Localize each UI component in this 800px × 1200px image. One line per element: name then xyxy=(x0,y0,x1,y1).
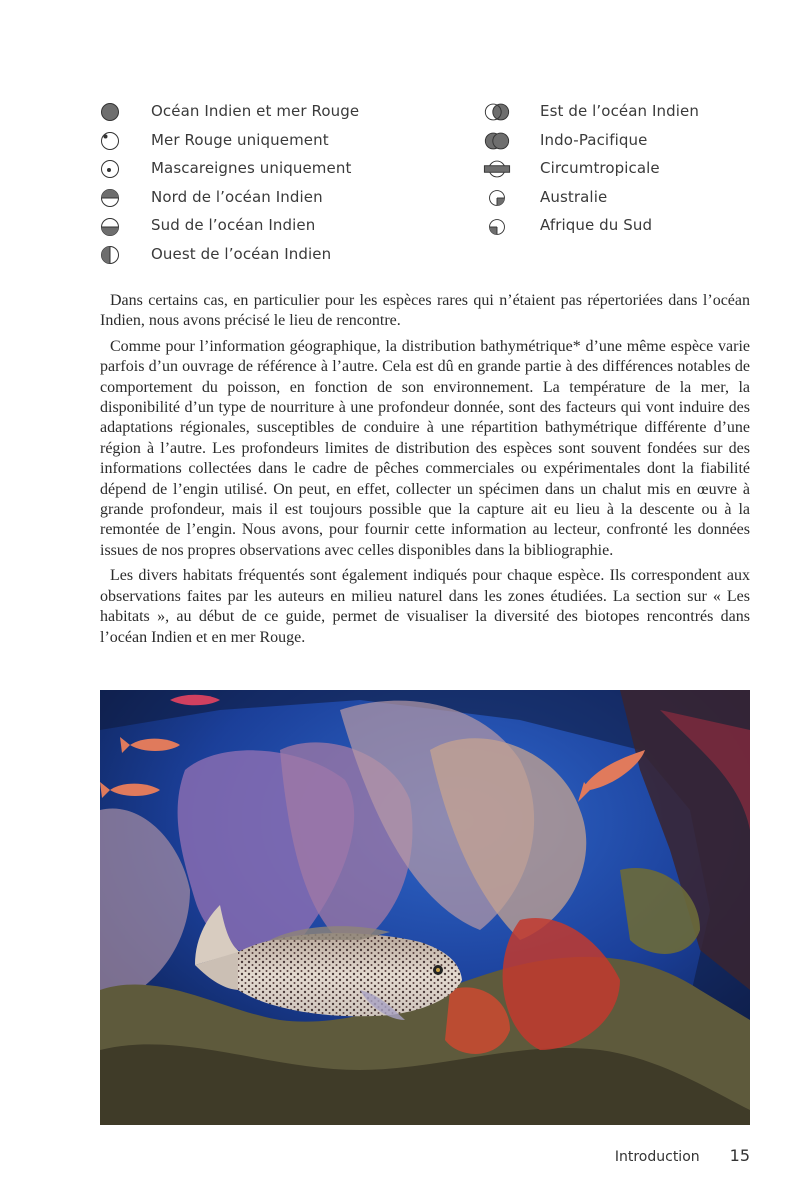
legend-label: Mer Rouge uniquement xyxy=(151,130,329,149)
legend-item xyxy=(100,184,323,213)
legend-label: Sud de l’océan Indien xyxy=(151,216,316,235)
legend-item xyxy=(100,98,360,127)
circle-quarter-bottom-right-icon xyxy=(483,187,511,209)
legend-label: Australie xyxy=(540,187,608,206)
overlapping-circles-filled-icon xyxy=(483,130,511,152)
circle-quarter-bottom-left-icon xyxy=(483,216,511,238)
page-number: 15 xyxy=(729,1146,750,1165)
legend-label: Indo-Pacifique xyxy=(540,130,648,149)
page-footer xyxy=(615,1146,750,1165)
circle-bottom-half-icon xyxy=(100,216,128,238)
legend-item xyxy=(100,212,316,241)
legend-item xyxy=(100,241,332,270)
legend-label: Circumtropicale xyxy=(540,159,660,178)
legend-item xyxy=(483,98,699,127)
reef-photo xyxy=(100,690,750,1125)
paragraph: Dans certains cas, en particulier pour les espèces rares qui n’étaient pas répertoriées dans l’océan Indien, nous avons précisé le lieu de rencontre. xyxy=(100,292,750,330)
circle-left-half-icon xyxy=(100,244,128,266)
paragraph: Les divers habitats fréquentés sont également indiqués pour chaque espèce. Ils correspondent aux observations faites par les auteurs en milieu naturel dans les zones étudiées. La section sur « Les habitats », au début de ce guide, permet de visualiser la diversité des biotopes rencontrés dans l’océan Indien et en mer Rouge. xyxy=(100,567,750,646)
legend-item xyxy=(483,184,608,213)
legend-column-left xyxy=(100,98,360,270)
legend-label: Ouest de l’océan Indien xyxy=(151,244,332,263)
legend-item xyxy=(483,155,660,184)
legend-column-right xyxy=(483,98,699,241)
circle-top-half-icon xyxy=(100,187,128,209)
legend-label: Nord de l’océan Indien xyxy=(151,187,323,206)
legend-item xyxy=(100,127,329,156)
circle-band-icon xyxy=(483,158,511,180)
legend-label: Océan Indien et mer Rouge xyxy=(151,102,360,120)
legend-label: Est de l’océan Indien xyxy=(540,102,699,120)
paragraph: Comme pour l’information géographique, la distribution bathymétrique* d’une même espèce varie parfois d’un ouvrage de référence à l’autre. Cela est dû en grande partie à des différences notables de comportement du poisson, en fonction de son environnement. La température de la mer, la disponibilité d’un type de nourriture à une profondeur donnée, sont des facteurs qui vont induire des adaptations régionales, susceptibles de conduire à une répartition bathymétrique différente d’une région à l’autre. Les profondeurs limites de distribution des espèces sont souvent fondées sur des informations collectées dans le cadre de pêches commerciales ou expérimentales dont la fiabilité dépend de l’engin utilisé. On peut, en effet, collecter un spécimen dans un chalut mis en œuvre à grande profondeur, mais il est toujours possible que la capture ait eu lieu à la descente ou à la remontée de l’engin. Nous avons, pour fournir cette information au lecteur, confronté les données issues de nos propres observations avec celles disponibles dans la bibliographie. xyxy=(100,337,750,559)
distribution-legend xyxy=(100,98,750,273)
legend-item xyxy=(483,127,648,156)
legend-label: Mascareignes uniquement xyxy=(151,159,352,178)
section-title: Introduction xyxy=(614,1149,700,1165)
legend-label: Afrique du Sud xyxy=(540,216,653,235)
reef-photo-illustration xyxy=(100,690,750,1125)
circle-dot-center-icon xyxy=(100,158,128,180)
overlapping-circles-right-filled-icon xyxy=(483,101,511,123)
filled-circle-icon xyxy=(100,101,128,123)
legend-item xyxy=(100,155,352,184)
body-text xyxy=(100,291,750,653)
legend-item xyxy=(483,212,653,241)
circle-dot-top-left-icon xyxy=(100,130,128,152)
